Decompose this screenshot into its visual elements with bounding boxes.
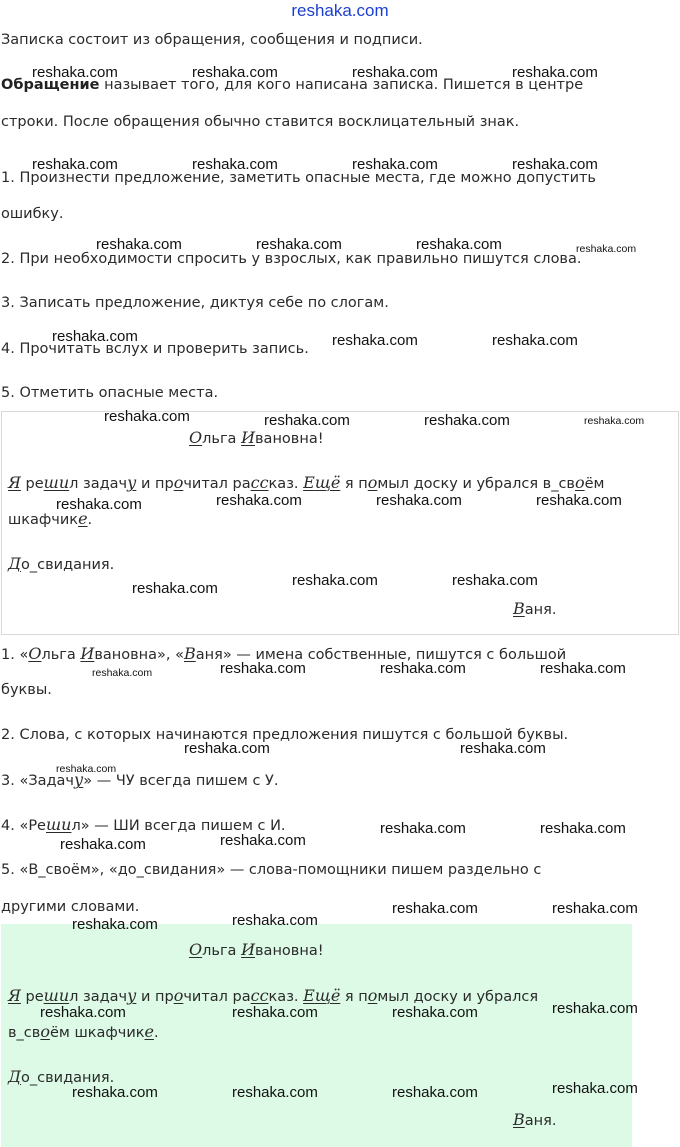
watermark: reshaka.com (576, 243, 637, 255)
intro-line-3: строки. После обращения обычно ставится восклицательный знак. (1, 114, 520, 130)
watermark: reshaka.com (220, 660, 306, 677)
answer-goodbye: До_свидания. (8, 1067, 115, 1086)
letter-goodbye: До_свидания. (8, 554, 115, 573)
watermark: reshaka.com (540, 820, 626, 837)
watermark: reshaka.com (184, 740, 270, 757)
watermark: reshaka.com (380, 660, 466, 677)
watermark: reshaka.com (552, 900, 638, 917)
watermark: reshaka.com (216, 492, 302, 509)
watermark: reshaka.com (512, 64, 598, 81)
watermark: reshaka.com (56, 496, 142, 513)
answer-body-line-1: Я решил задачу и прочитал рассказ. Ещё я помыл доску и убрался (8, 986, 539, 1005)
term-obrashchenie: Обращение (1, 77, 100, 93)
watermark: reshaka.com (32, 156, 118, 173)
watermark: reshaka.com (60, 836, 146, 853)
watermark: reshaka.com (72, 1084, 158, 1101)
watermark: reshaka.com (352, 156, 438, 173)
answer-body-line-2: в_своём шкафчике. (8, 1022, 159, 1041)
letter-body-line-1: Я решил задачу и прочитал рассказ. Ещё я помыл доску и убрался в_своём (8, 473, 605, 492)
answer-signature: Ваня. (513, 1110, 557, 1129)
step-2: 2. При необходимости спросить у взрослых, как правильно пишутся слова. (1, 251, 582, 267)
explanation-3: 3. «Задачу» — ЧУ всегда пишем с У. (1, 770, 279, 789)
explanation-2: 2. Слова, с которых начинаются предложения пишутся с большой буквы. (1, 727, 569, 743)
letter-signature: Ваня. (513, 599, 557, 618)
watermark: reshaka.com (52, 328, 138, 345)
watermark: reshaka.com (416, 236, 502, 253)
watermark: reshaka.com (92, 667, 153, 679)
watermark: reshaka.com (392, 1004, 478, 1021)
letter-body-line-2: шкафчике. (8, 509, 93, 528)
watermark: reshaka.com (72, 916, 158, 933)
watermark: reshaka.com (376, 492, 462, 509)
watermark: reshaka.com (452, 572, 538, 589)
watermark: reshaka.com (332, 332, 418, 349)
watermark: reshaka.com (232, 912, 318, 929)
explanation-4: 4. «Решил» — ШИ всегда пишем с И. (1, 815, 286, 834)
watermark: reshaka.com (192, 64, 278, 81)
letter-example-box (1, 411, 679, 635)
watermark: reshaka.com (96, 236, 182, 253)
watermark: reshaka.com (292, 572, 378, 589)
explanation-5-cont: другими словами. (1, 899, 140, 915)
watermark: reshaka.com (132, 580, 218, 597)
watermark: reshaka.com (424, 412, 510, 429)
watermark: reshaka.com (584, 415, 645, 427)
watermark: reshaka.com (536, 492, 622, 509)
explanation-5: 5. «В_своём», «до_свидания» — слова-помощники пишем раздельно с (1, 862, 542, 878)
letter-address: Ольга Ивановна! (189, 428, 324, 447)
watermark: reshaka.com (540, 660, 626, 677)
watermark: reshaka.com (512, 156, 598, 173)
watermark: reshaka.com (192, 156, 278, 173)
watermark: reshaka.com (380, 820, 466, 837)
explanation-1: 1. «Ольга Ивановна», «Ваня» — имена собственные, пишутся с большой (1, 644, 567, 663)
watermark: reshaka.com (492, 332, 578, 349)
explanation-1-cont: буквы. (1, 682, 52, 698)
watermark: reshaka.com (104, 408, 190, 425)
watermark: reshaka.com (40, 1004, 126, 1021)
answer-address: Ольга Ивановна! (189, 940, 324, 959)
watermark: reshaka.com (460, 740, 546, 757)
watermark: reshaka.com (392, 1084, 478, 1101)
watermark: reshaka.com (264, 412, 350, 429)
watermark: reshaka.com (56, 763, 117, 775)
watermark: reshaka.com (392, 900, 478, 917)
step-3: 3. Записать предложение, диктуя себе по слогам. (1, 295, 389, 311)
step-5: 5. Отметить опасные места. (1, 385, 219, 401)
site-header[interactable]: reshaka.com (291, 1, 389, 20)
intro-line-1: Записка состоит из обращения, сообщения и подписи. (1, 32, 423, 48)
watermark: reshaka.com (220, 832, 306, 849)
watermark: reshaka.com (552, 1000, 638, 1017)
step-4: 4. Прочитать вслух и проверить запись. (1, 341, 309, 357)
watermark: reshaka.com (552, 1080, 638, 1097)
step-1-cont: ошибку. (1, 206, 64, 222)
watermark: reshaka.com (352, 64, 438, 81)
watermark: reshaka.com (32, 64, 118, 81)
watermark: reshaka.com (232, 1084, 318, 1101)
step-1: 1. Произнести предложение, заметить опасные места, где можно допустить (1, 170, 596, 186)
watermark: reshaka.com (256, 236, 342, 253)
intro-line-2-rest: называет того, для кого написана записка. Пишется в центре (99, 77, 584, 93)
watermark: reshaka.com (232, 1004, 318, 1021)
